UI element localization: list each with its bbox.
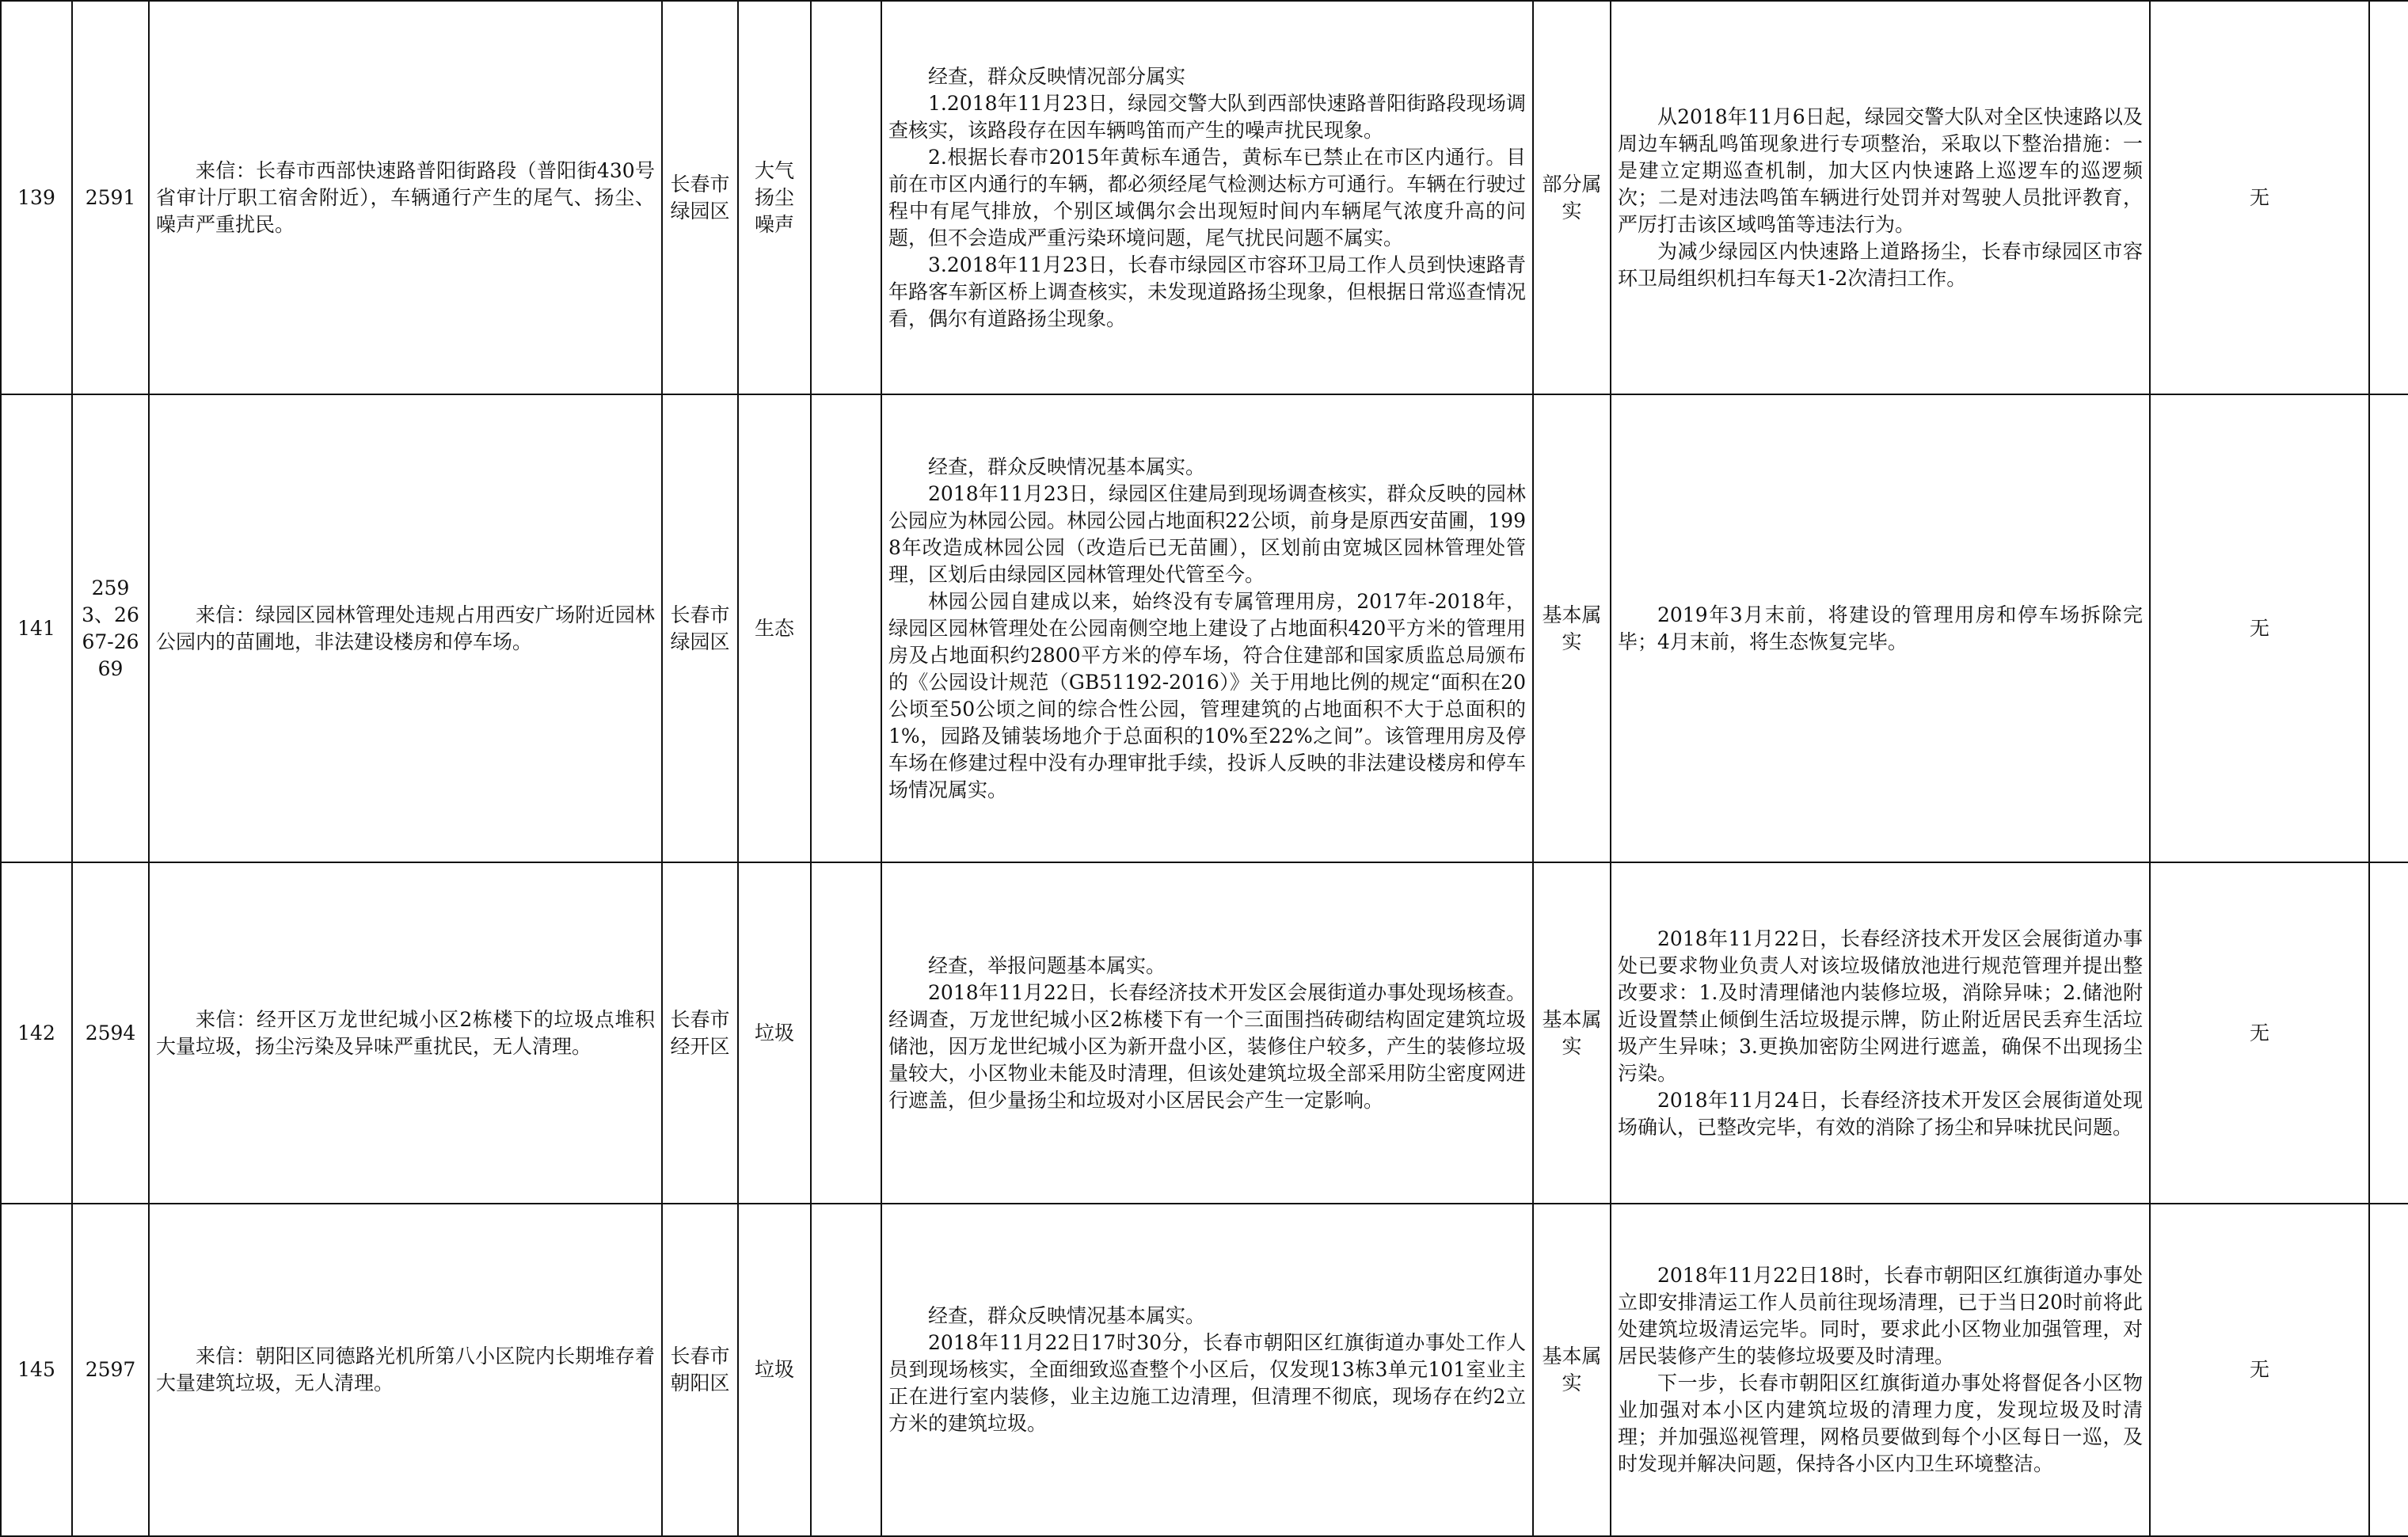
region-cell: 长春市绿园区 bbox=[662, 1, 738, 394]
region-cell: 长春市绿园区 bbox=[662, 394, 738, 862]
accountability-cell: 无 bbox=[2150, 1204, 2369, 1536]
blank-cell bbox=[811, 1, 881, 394]
complaint-cell bbox=[149, 1204, 662, 1536]
region-cell: 长春市朝阳区 bbox=[662, 1204, 738, 1536]
type-cell: 生态 bbox=[738, 394, 811, 862]
table-row bbox=[1, 1, 2408, 394]
remark-cell bbox=[2369, 862, 2408, 1204]
region-cell: 长春市经开区 bbox=[662, 862, 738, 1204]
finding-paragraph: 1.2018年11月23日，绿园交警大队到西部快速路普阳街路段现场调查核实，该路段存在因车辆鸣笛而产生的噪声扰民现象。 bbox=[888, 91, 1526, 142]
accountability-cell: 无 bbox=[2150, 394, 2369, 862]
complaint-text: 来信：朝阳区同德路光机所第八小区院内长期堆存着大量建筑垃圾，无人清理。 bbox=[156, 1345, 655, 1394]
case-no-cell: 2597 bbox=[72, 1204, 149, 1536]
table-row bbox=[1, 1204, 2408, 1536]
finding-paragraph: 2018年11月22日17时30分，长春市朝阳区红旗街道办事处工作人员到现场核实，全面细致巡查整个小区后，仅发现13栋3单元101室业主正在进行室内装修，业主边施工边清理，但清理不彻底，现场存在约2立方米的建筑垃圾。 bbox=[888, 1331, 1526, 1435]
seq-cell: 141 bbox=[1, 394, 72, 862]
table-row bbox=[1, 394, 2408, 862]
finding-paragraph: 经查，举报问题基本属实。 bbox=[928, 953, 1166, 977]
finding-paragraph: 经查，群众反映情况基本属实。 bbox=[928, 455, 1206, 478]
findings-cell bbox=[881, 1204, 1533, 1536]
case-no-cell: 2593、2667-2669 bbox=[72, 394, 149, 862]
complaint-text: 来信：经开区万龙世纪城小区2栋楼下的垃圾点堆积大量垃圾，扬尘污染及异味严重扰民，无人清理。 bbox=[156, 1007, 655, 1058]
remark-cell bbox=[2369, 394, 2408, 862]
action-paragraph: 2018年11月24日，长春经济技术开发区会展街道处现场确认，已整改完毕，有效的消除了扬尘和异味扰民问题。 bbox=[1618, 1088, 2143, 1139]
finding-paragraph: 经查，群众反映情况部分属实 bbox=[928, 64, 1186, 88]
seq-cell: 145 bbox=[1, 1204, 72, 1536]
actions-cell bbox=[1611, 394, 2150, 862]
action-paragraph: 从2018年11月6日起，绿园交警大队对全区快速路以及周边车辆乱鸣笛现象进行专项整治，采取以下整治措施：一是建立定期巡查机制，加大区内快速路上巡逻车的巡逻频次；二是对违法鸣笛车辆进行处罚并对驾驶人员批评教育，严厉打击该区域鸣笛等违法行为。 bbox=[1618, 105, 2143, 236]
actions-cell bbox=[1611, 1, 2150, 394]
complaint-text: 来信：绿园区园林管理处违规占用西安广场附近园林公园内的苗圃地，非法建设楼房和停车场。 bbox=[156, 603, 655, 653]
verdict-cell: 基本属实 bbox=[1533, 862, 1611, 1204]
finding-paragraph: 经查，群众反映情况基本属实。 bbox=[928, 1304, 1206, 1327]
finding-paragraph: 林园公园自建成以来，始终没有专属管理用房，2017年-2018年，绿园区园林管理处在公园南侧空地上建设了占地面积420平方米的管理用房及占地面积约2800平方米的停车场，符合住建部和国家质监总局颁布的《公园设计规范（GB51192-2016）》关于用地比例的规定“面积在20公顷至50公顷之间的综合性公园，管理建筑的占地面积不大于总面积的1%，园路及铺装场地介于总面积的10%至22%之间”。该管理用房及停车场在修建过程中没有办理审批手续，投诉人反映的非法建设楼房和停车场情况属实。 bbox=[888, 589, 1526, 801]
type-cell: 大气扬尘噪声 bbox=[738, 1, 811, 394]
finding-paragraph: 3.2018年11月23日，长春市绿园区市容环卫局工作人员到快速路青年路客车新区桥上调查核实，未发现道路扬尘现象，但根据日常巡查情况看，偶尔有道路扬尘现象。 bbox=[888, 253, 1526, 330]
seq-cell: 142 bbox=[1, 862, 72, 1204]
table-row bbox=[1, 862, 2408, 1204]
case-no-cell: 2594 bbox=[72, 862, 149, 1204]
accountability-cell: 无 bbox=[2150, 862, 2369, 1204]
blank-cell bbox=[811, 862, 881, 1204]
complaint-text: 来信：长春市西部快速路普阳街路段（普阳街430号省审计厅职工宿舍附近），车辆通行产生的尾气、扬尘、噪声严重扰民。 bbox=[156, 158, 655, 236]
verdict-cell: 部分属实 bbox=[1533, 1, 1611, 394]
remark-cell bbox=[2369, 1204, 2408, 1536]
blank-cell bbox=[811, 1204, 881, 1536]
case-no-cell: 2591 bbox=[72, 1, 149, 394]
findings-cell bbox=[881, 1, 1533, 394]
verdict-cell: 基本属实 bbox=[1533, 394, 1611, 862]
findings-cell bbox=[881, 394, 1533, 862]
complaint-cell bbox=[149, 862, 662, 1204]
actions-cell bbox=[1611, 862, 2150, 1204]
finding-paragraph: 2.根据长春市2015年黄标车通告，黄标车已禁止在市区内通行。目前在市区内通行的车辆，都必须经尾气检测达标方可通行。车辆在行驶过程中有尾气排放，个别区域偶尔会出现短时间内车辆尾气浓度升高的问题，但不会造成严重污染环境问题，尾气扰民问题不属实。 bbox=[888, 145, 1526, 249]
remark-cell bbox=[2369, 1, 2408, 394]
accountability-cell: 无 bbox=[2150, 1, 2369, 394]
verdict-cell: 基本属实 bbox=[1533, 1204, 1611, 1536]
complaint-cell bbox=[149, 1, 662, 394]
complaint-cell bbox=[149, 394, 662, 862]
actions-cell bbox=[1611, 1204, 2150, 1536]
action-paragraph: 2018年11月22日，长春经济技术开发区会展街道办事处已要求物业负责人对该垃圾储放池进行规范管理并提出整改要求：1.及时清理储池内装修垃圾，消除异味；2.储池附近设置禁止倾倒生活垃圾提示牌，防止附近居民丢弃生活垃圾产生异味；3.更换加密防尘网进行遮盖，确保不出现扬尘污染。 bbox=[1618, 926, 2143, 1085]
action-paragraph: 2018年11月22日18时，长春市朝阳区红旗街道办事处立即安排清运工作人员前往现场清理，已于当日20时前将此处建筑垃圾清运完毕。同时，要求此小区物业加强管理，对居民装修产生的装修垃圾要及时清理。 bbox=[1618, 1264, 2143, 1368]
action-paragraph: 为减少绿园区内快速路上道路扬尘，长春市绿园区市容环卫局组织机扫车每天1-2次清扫工作。 bbox=[1618, 239, 2143, 290]
blank-cell bbox=[811, 394, 881, 862]
type-cell: 垃圾 bbox=[738, 862, 811, 1204]
type-cell: 垃圾 bbox=[738, 1204, 811, 1536]
findings-cell bbox=[881, 862, 1533, 1204]
finding-paragraph: 2018年11月22日，长春经济技术开发区会展街道办事处现场核查。经调查，万龙世纪城小区2栋楼下有一个三面围挡砖砌结构固定建筑垃圾储池，因万龙世纪城小区为新开盘小区，装修住户较多，产生的装修垃圾量较大，小区物业未能及时清理，但该处建筑垃圾全部采用防尘密度网进行遮盖，但少量扬尘和垃圾对小区居民会产生一定影响。 bbox=[888, 980, 1526, 1112]
action-paragraph: 2019年3月末前，将建设的管理用房和停车场拆除完毕；4月末前，将生态恢复完毕。 bbox=[1618, 603, 2143, 653]
action-paragraph: 下一步，长春市朝阳区红旗街道办事处将督促各小区物业加强对本小区内建筑垃圾的清理力度，发现垃圾及时清理；并加强巡视管理，网格员要做到每个小区每日一巡，及时发现并解决问题，保持各小区内卫生环境整洁。 bbox=[1618, 1372, 2143, 1475]
finding-paragraph: 2018年11月23日，绿园区住建局到现场调查核实，群众反映的园林公园应为林园公园。林园公园占地面积22公顷，前身是原西安苗圃，1998年改造成林园公园（改造后已无苗圃），区划前由宽城区园林管理处管理，区划后由绿园区园林管理处代管至今。 bbox=[888, 481, 1526, 586]
seq-cell: 139 bbox=[1, 1, 72, 394]
